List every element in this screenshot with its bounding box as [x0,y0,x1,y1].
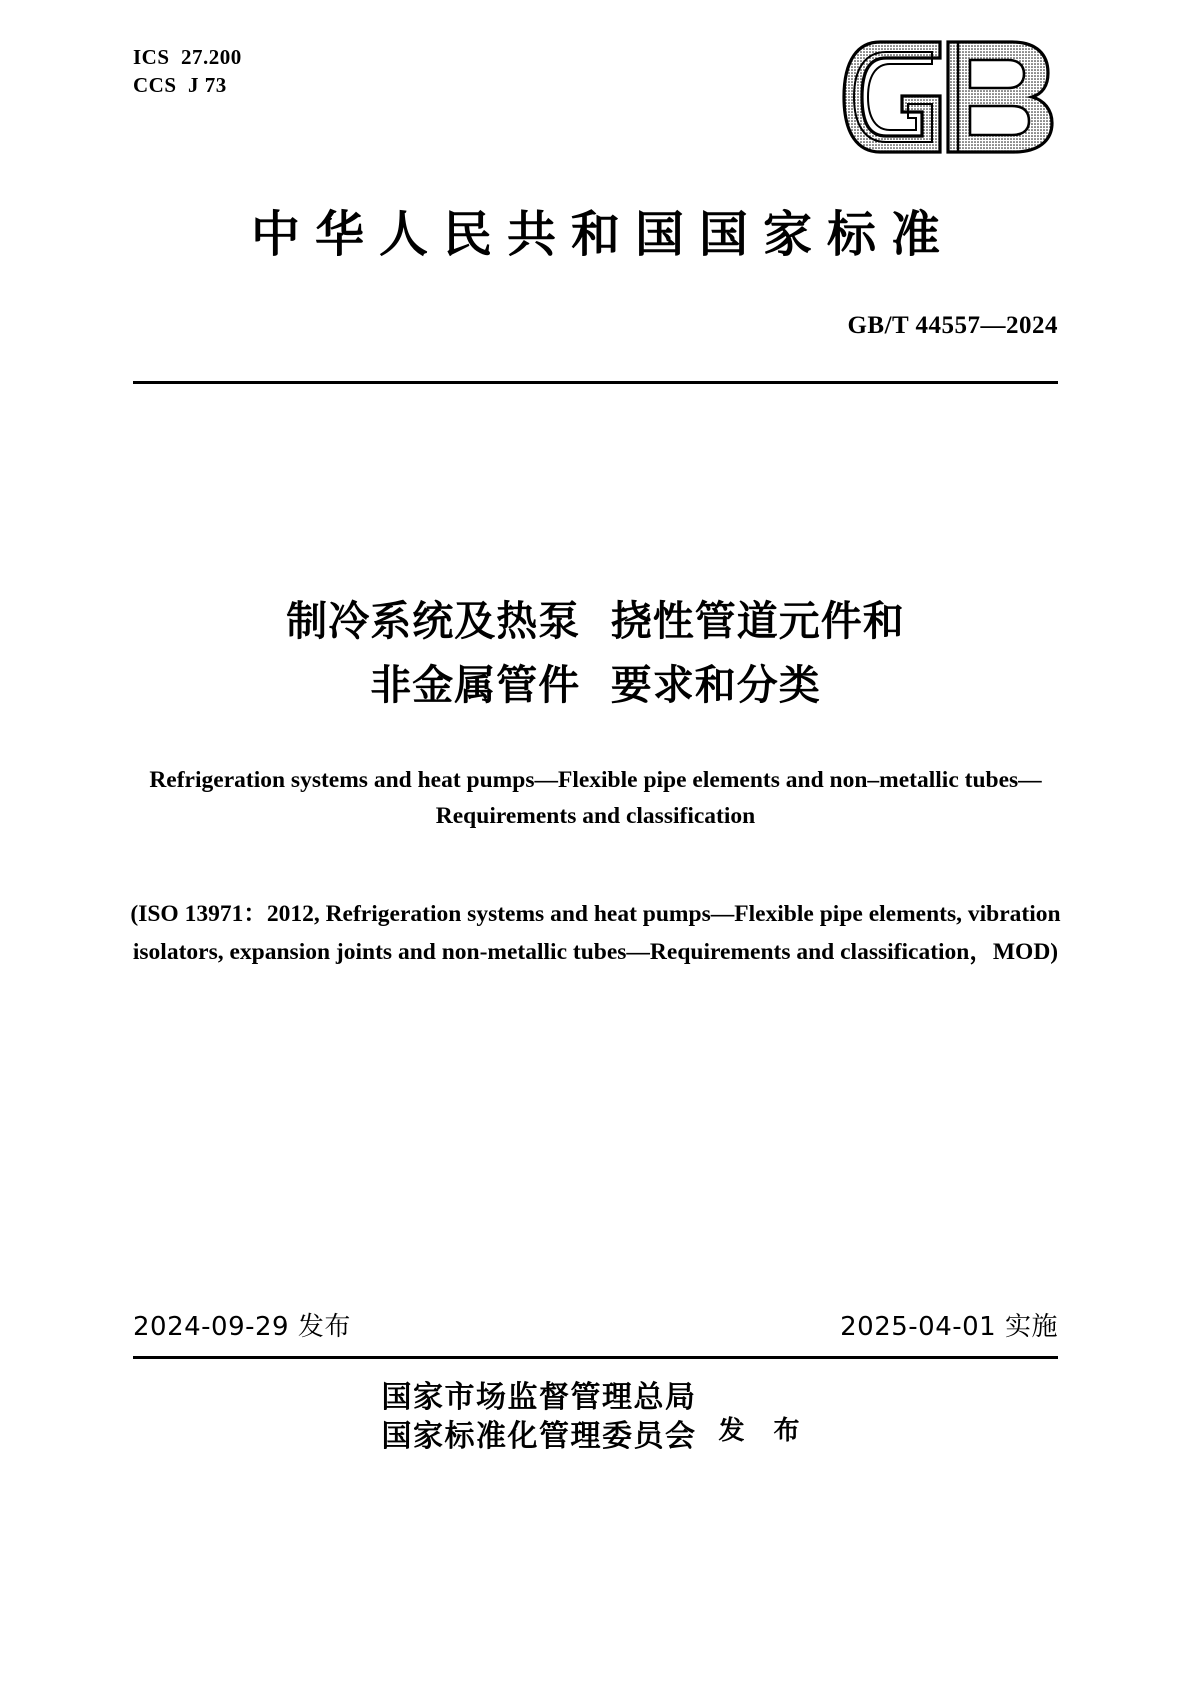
standard-number: GB/T 44557—2024 [847,312,1058,339]
document-title-chinese [100,590,1091,717]
publisher-org-1: 国家市场监督管理总局 [381,1380,697,1415]
ccs-code: CCS J 73 [133,72,227,97]
issue-date: 2024-09-29 发布 [133,1312,351,1342]
ics-code: ICS 27.200 [133,45,242,69]
iso-correspondence-note: (ISO 13971：2012, Refrigeration systems and heat pumps—Flexible pipe elements, vibration isolators, expansion joints and non-metallic tubes—Requirements and classification，MOD) [130,901,1061,965]
gb-emblem-icon [836,30,1071,165]
divider-bottom [133,1356,1058,1359]
publisher-organizations [381,1378,696,1456]
divider-top [133,381,1058,384]
document-title-english: Refrigeration systems and heat pumps—Flexible pipe elements and non–metallic tubes—Requirements and classification [149,767,1042,830]
publisher-org-2: 国家标准化管理委员会 [381,1419,697,1454]
title-cn-line-1: 制冷系统及热泵 挠性管道元件和 [286,597,905,645]
implementation-date: 2025-04-01 实施 [840,1312,1058,1342]
date-row [133,1306,1058,1343]
classification-codes [133,44,242,99]
publisher-verb: 发 布 [718,1415,810,1446]
national-standard-heading: 中华人民共和国国家标准 [250,205,955,263]
title-cn-line-2: 非金属管件 要求和分类 [370,660,821,709]
publisher-block [0,1378,1191,1456]
